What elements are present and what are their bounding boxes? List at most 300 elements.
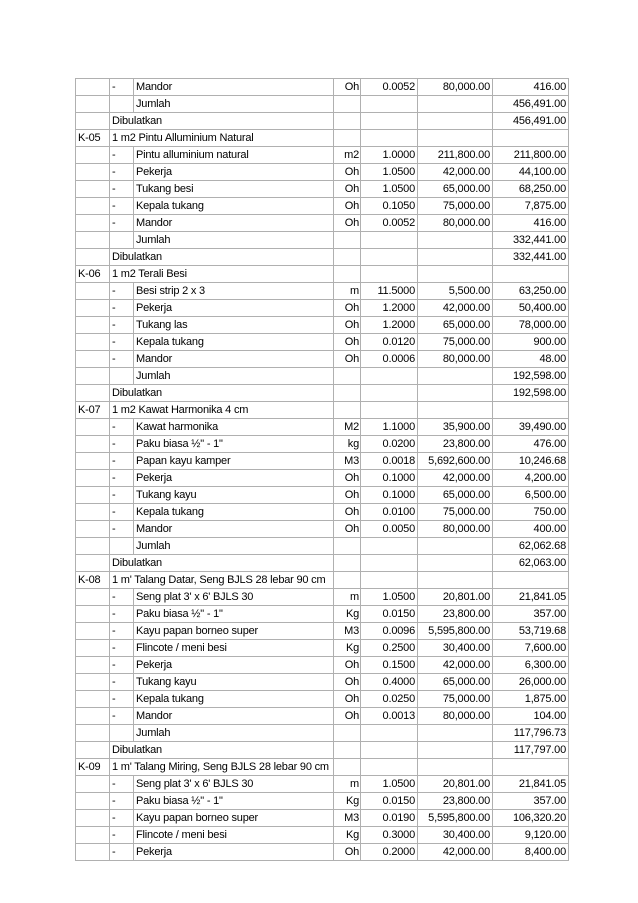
code-cell <box>76 198 110 215</box>
jumlah-label: Jumlah <box>134 538 334 555</box>
description-cell: Tukang las <box>134 317 334 334</box>
table-row-item <box>76 521 569 538</box>
dash-cell: - <box>110 606 134 623</box>
description-cell: Papan kayu kamper <box>134 453 334 470</box>
unit-price-cell <box>418 742 493 759</box>
total-price-cell: 21,841.05 <box>493 589 569 606</box>
code-cell <box>76 674 110 691</box>
unit-price-cell <box>418 130 493 147</box>
table-row-item <box>76 691 569 708</box>
coefficient-cell: 0.2000 <box>361 844 418 861</box>
table-row-item <box>76 198 569 215</box>
coefficient-cell: 0.0150 <box>361 606 418 623</box>
dash-cell: - <box>110 453 134 470</box>
total-price-cell: 7,600.00 <box>493 640 569 657</box>
jumlah-total: 332,441.00 <box>493 232 569 249</box>
table-row-item <box>76 419 569 436</box>
code-cell <box>76 844 110 861</box>
description-cell: Pekerja <box>134 844 334 861</box>
dibulatkan-label: Dibulatkan <box>110 249 334 266</box>
table-row-item <box>76 215 569 232</box>
dibulatkan-label: Dibulatkan <box>110 555 334 572</box>
unit-price-cell: 80,000.00 <box>418 708 493 725</box>
table-row-item <box>76 504 569 521</box>
table-row-item <box>76 606 569 623</box>
description-cell: Pekerja <box>134 164 334 181</box>
table-row-header <box>76 759 569 776</box>
table-row-dibulatkan <box>76 249 569 266</box>
coefficient-cell: 1.0000 <box>361 147 418 164</box>
unit-cell: Oh <box>334 181 361 198</box>
code-cell <box>76 470 110 487</box>
unit-price-cell <box>418 232 493 249</box>
description-cell: Seng plat 3' x 6' BJLS 30 <box>134 589 334 606</box>
dibulatkan-total: 332,441.00 <box>493 249 569 266</box>
total-price-cell: 1,875.00 <box>493 691 569 708</box>
unit-price-cell: 65,000.00 <box>418 674 493 691</box>
table-row-item <box>76 351 569 368</box>
description-cell: Paku biasa ½" - 1" <box>134 793 334 810</box>
coefficient-cell: 0.0190 <box>361 810 418 827</box>
coefficient-cell <box>361 402 418 419</box>
code-cell <box>76 351 110 368</box>
dash-cell: - <box>110 470 134 487</box>
description-cell: Kepala tukang <box>134 334 334 351</box>
unit-cell <box>334 742 361 759</box>
coefficient-cell <box>361 555 418 572</box>
code-cell <box>76 504 110 521</box>
code-cell <box>76 521 110 538</box>
coefficient-cell: 0.0052 <box>361 215 418 232</box>
code-cell <box>76 623 110 640</box>
unit-price-cell <box>418 266 493 283</box>
unit-cell: Oh <box>334 470 361 487</box>
unit-price-cell: 211,800.00 <box>418 147 493 164</box>
code-cell <box>76 334 110 351</box>
code-cell <box>76 300 110 317</box>
jumlah-label: Jumlah <box>134 232 334 249</box>
coefficient-cell <box>361 759 418 776</box>
table-row-item <box>76 283 569 300</box>
unit-cell <box>334 368 361 385</box>
unit-price-cell <box>418 759 493 776</box>
code-cell <box>76 640 110 657</box>
dibulatkan-total: 456,491.00 <box>493 113 569 130</box>
code-cell <box>76 164 110 181</box>
total-price-cell: 63,250.00 <box>493 283 569 300</box>
table-row-item <box>76 657 569 674</box>
jumlah-total: 62,062.68 <box>493 538 569 555</box>
description-cell: Kayu papan borneo super <box>134 810 334 827</box>
table-row-dibulatkan <box>76 385 569 402</box>
total-price-cell: 50,400.00 <box>493 300 569 317</box>
coefficient-cell: 0.3000 <box>361 827 418 844</box>
dash-cell: - <box>110 164 134 181</box>
table-row-item <box>76 674 569 691</box>
code-cell <box>76 742 110 759</box>
total-price-cell: 900.00 <box>493 334 569 351</box>
table-row-item <box>76 181 569 198</box>
code-cell <box>76 419 110 436</box>
table-row-dibulatkan <box>76 555 569 572</box>
unit-cell: Oh <box>334 691 361 708</box>
code-cell <box>76 776 110 793</box>
code-cell <box>76 555 110 572</box>
unit-price-cell: 75,000.00 <box>418 504 493 521</box>
dash-cell: - <box>110 351 134 368</box>
unit-price-cell <box>418 572 493 589</box>
table-row-jumlah <box>76 725 569 742</box>
table-row-item <box>76 827 569 844</box>
dibulatkan-total: 117,797.00 <box>493 742 569 759</box>
code-cell <box>76 317 110 334</box>
description-cell: Flincote / meni besi <box>134 640 334 657</box>
unit-price-cell: 23,800.00 <box>418 606 493 623</box>
code-cell <box>76 810 110 827</box>
total-price-cell: 21,841.05 <box>493 776 569 793</box>
coefficient-cell: 0.0200 <box>361 436 418 453</box>
unit-cell: Oh <box>334 300 361 317</box>
total-price-cell <box>493 759 569 776</box>
table-row-item <box>76 317 569 334</box>
table-row-jumlah <box>76 232 569 249</box>
unit-cell: m2 <box>334 147 361 164</box>
unit-cell: Oh <box>334 334 361 351</box>
dash-cell: - <box>110 147 134 164</box>
description-cell: Mandor <box>134 521 334 538</box>
dash-cell: - <box>110 215 134 232</box>
jumlah-label: Jumlah <box>134 96 334 113</box>
dash-cell: - <box>110 79 134 96</box>
code-cell <box>76 691 110 708</box>
coefficient-cell: 0.1000 <box>361 487 418 504</box>
code-cell <box>76 436 110 453</box>
unit-price-cell: 65,000.00 <box>418 487 493 504</box>
coefficient-cell: 0.0050 <box>361 521 418 538</box>
code-cell <box>76 725 110 742</box>
coefficient-cell: 0.0120 <box>361 334 418 351</box>
dash-cell <box>110 725 134 742</box>
unit-cell: M3 <box>334 623 361 640</box>
unit-cell: kg <box>334 436 361 453</box>
dash-cell: - <box>110 691 134 708</box>
total-price-cell: 400.00 <box>493 521 569 538</box>
dash-cell: - <box>110 317 134 334</box>
coefficient-cell <box>361 572 418 589</box>
unit-price-cell: 75,000.00 <box>418 691 493 708</box>
table-row-item <box>76 334 569 351</box>
dash-cell: - <box>110 181 134 198</box>
cost-analysis-table <box>75 78 569 861</box>
total-price-cell: 357.00 <box>493 606 569 623</box>
description-cell: Mandor <box>134 708 334 725</box>
dash-cell: - <box>110 623 134 640</box>
dash-cell: - <box>110 844 134 861</box>
dash-cell: - <box>110 793 134 810</box>
coefficient-cell <box>361 249 418 266</box>
unit-price-cell: 75,000.00 <box>418 334 493 351</box>
total-price-cell: 78,000.00 <box>493 317 569 334</box>
dash-cell: - <box>110 436 134 453</box>
dash-cell: - <box>110 419 134 436</box>
dash-cell: - <box>110 827 134 844</box>
dash-cell: - <box>110 283 134 300</box>
table-row-item <box>76 589 569 606</box>
dibulatkan-total: 62,063.00 <box>493 555 569 572</box>
unit-price-cell: 35,900.00 <box>418 419 493 436</box>
unit-price-cell <box>418 96 493 113</box>
unit-price-cell: 42,000.00 <box>418 300 493 317</box>
jumlah-total: 456,491.00 <box>493 96 569 113</box>
total-price-cell: 104.00 <box>493 708 569 725</box>
total-price-cell: 6,500.00 <box>493 487 569 504</box>
coefficient-cell: 1.1000 <box>361 419 418 436</box>
unit-cell: Oh <box>334 79 361 96</box>
total-price-cell: 7,875.00 <box>493 198 569 215</box>
unit-price-cell: 80,000.00 <box>418 79 493 96</box>
coefficient-cell: 1.0500 <box>361 776 418 793</box>
code-cell <box>76 453 110 470</box>
item-code-cell: K-08 <box>76 572 110 589</box>
table-row-dibulatkan <box>76 113 569 130</box>
table-row-jumlah <box>76 96 569 113</box>
coefficient-cell: 1.2000 <box>361 317 418 334</box>
unit-cell <box>334 385 361 402</box>
code-cell <box>76 283 110 300</box>
total-price-cell: 44,100.00 <box>493 164 569 181</box>
table-row-header <box>76 130 569 147</box>
table-row-item <box>76 793 569 810</box>
total-price-cell: 106,320.20 <box>493 810 569 827</box>
dash-cell <box>110 538 134 555</box>
unit-cell: m <box>334 589 361 606</box>
dash-cell: - <box>110 657 134 674</box>
dibulatkan-label: Dibulatkan <box>110 742 334 759</box>
item-code-cell: K-07 <box>76 402 110 419</box>
description-cell: Seng plat 3' x 6' BJLS 30 <box>134 776 334 793</box>
coefficient-cell <box>361 538 418 555</box>
code-cell <box>76 793 110 810</box>
table-row-item <box>76 708 569 725</box>
table-row-item <box>76 470 569 487</box>
unit-cell: Oh <box>334 351 361 368</box>
dash-cell: - <box>110 521 134 538</box>
total-price-cell: 416.00 <box>493 215 569 232</box>
unit-cell <box>334 725 361 742</box>
code-cell <box>76 368 110 385</box>
description-cell: Pekerja <box>134 657 334 674</box>
dibulatkan-label: Dibulatkan <box>110 385 334 402</box>
coefficient-cell: 1.2000 <box>361 300 418 317</box>
dash-cell: - <box>110 708 134 725</box>
table-row-item <box>76 844 569 861</box>
total-price-cell <box>493 572 569 589</box>
unit-price-cell: 5,595,800.00 <box>418 623 493 640</box>
item-code-cell: K-06 <box>76 266 110 283</box>
unit-cell: Oh <box>334 198 361 215</box>
total-price-cell: 26,000.00 <box>493 674 569 691</box>
coefficient-cell: 0.0052 <box>361 79 418 96</box>
unit-price-cell: 20,801.00 <box>418 776 493 793</box>
unit-price-cell <box>418 249 493 266</box>
unit-cell <box>334 96 361 113</box>
total-price-cell: 10,246.68 <box>493 453 569 470</box>
item-title-cell: 1 m' Talang Miring, Seng BJLS 28 lebar 90 cm <box>110 759 334 776</box>
unit-price-cell: 80,000.00 <box>418 215 493 232</box>
item-title-cell: 1 m2 Terali Besi <box>110 266 334 283</box>
unit-cell <box>334 249 361 266</box>
total-price-cell: 6,300.00 <box>493 657 569 674</box>
unit-cell: Kg <box>334 640 361 657</box>
unit-price-cell: 65,000.00 <box>418 317 493 334</box>
code-cell <box>76 487 110 504</box>
total-price-cell: 4,200.00 <box>493 470 569 487</box>
code-cell <box>76 538 110 555</box>
unit-cell: Oh <box>334 504 361 521</box>
total-price-cell: 416.00 <box>493 79 569 96</box>
coefficient-cell <box>361 130 418 147</box>
unit-cell: Oh <box>334 317 361 334</box>
coefficient-cell: 0.0013 <box>361 708 418 725</box>
table-row-item <box>76 436 569 453</box>
code-cell <box>76 657 110 674</box>
unit-cell: Kg <box>334 606 361 623</box>
total-price-cell: 750.00 <box>493 504 569 521</box>
coefficient-cell <box>361 742 418 759</box>
table-row-item <box>76 147 569 164</box>
table-row-item <box>76 300 569 317</box>
unit-cell <box>334 402 361 419</box>
code-cell <box>76 181 110 198</box>
dash-cell <box>110 368 134 385</box>
dash-cell: - <box>110 589 134 606</box>
table-row-dibulatkan <box>76 742 569 759</box>
dibulatkan-total: 192,598.00 <box>493 385 569 402</box>
item-title-cell: 1 m2 Pintu Alluminium Natural <box>110 130 334 147</box>
unit-price-cell <box>418 402 493 419</box>
coefficient-cell: 0.0100 <box>361 504 418 521</box>
coefficient-cell: 0.1050 <box>361 198 418 215</box>
table-row-jumlah <box>76 538 569 555</box>
total-price-cell: 53,719.68 <box>493 623 569 640</box>
unit-cell: Oh <box>334 674 361 691</box>
code-cell <box>76 589 110 606</box>
unit-price-cell: 80,000.00 <box>418 521 493 538</box>
unit-cell <box>334 232 361 249</box>
total-price-cell: 8,400.00 <box>493 844 569 861</box>
coefficient-cell <box>361 113 418 130</box>
unit-price-cell: 30,400.00 <box>418 640 493 657</box>
unit-price-cell: 65,000.00 <box>418 181 493 198</box>
description-cell: Pintu alluminium natural <box>134 147 334 164</box>
coefficient-cell <box>361 385 418 402</box>
unit-cell: Oh <box>334 708 361 725</box>
code-cell <box>76 606 110 623</box>
item-code-cell: K-05 <box>76 130 110 147</box>
unit-cell: M2 <box>334 419 361 436</box>
code-cell <box>76 215 110 232</box>
unit-price-cell: 23,800.00 <box>418 793 493 810</box>
table-row-item <box>76 453 569 470</box>
coefficient-cell <box>361 368 418 385</box>
unit-price-cell: 30,400.00 <box>418 827 493 844</box>
coefficient-cell: 1.0500 <box>361 164 418 181</box>
description-cell: Tukang besi <box>134 181 334 198</box>
dash-cell <box>110 232 134 249</box>
total-price-cell: 476.00 <box>493 436 569 453</box>
coefficient-cell: 0.0250 <box>361 691 418 708</box>
jumlah-total: 192,598.00 <box>493 368 569 385</box>
code-cell <box>76 113 110 130</box>
total-price-cell <box>493 130 569 147</box>
table-row-item <box>76 487 569 504</box>
unit-price-cell <box>418 368 493 385</box>
description-cell: Pekerja <box>134 470 334 487</box>
description-cell: Mandor <box>134 215 334 232</box>
coefficient-cell: 0.1000 <box>361 470 418 487</box>
dash-cell: - <box>110 674 134 691</box>
description-cell: Paku biasa ½" - 1" <box>134 436 334 453</box>
table-row-header <box>76 266 569 283</box>
table-row-item <box>76 810 569 827</box>
code-cell <box>76 385 110 402</box>
coefficient-cell: 0.2500 <box>361 640 418 657</box>
unit-cell: Kg <box>334 827 361 844</box>
unit-cell <box>334 572 361 589</box>
description-cell: Kepala tukang <box>134 504 334 521</box>
unit-price-cell: 20,801.00 <box>418 589 493 606</box>
unit-price-cell: 75,000.00 <box>418 198 493 215</box>
unit-price-cell <box>418 538 493 555</box>
coefficient-cell: 0.0006 <box>361 351 418 368</box>
total-price-cell: 357.00 <box>493 793 569 810</box>
unit-cell: Oh <box>334 844 361 861</box>
unit-price-cell: 42,000.00 <box>418 164 493 181</box>
unit-cell <box>334 113 361 130</box>
description-cell: Pekerja <box>134 300 334 317</box>
dash-cell: - <box>110 334 134 351</box>
table-row-item <box>76 164 569 181</box>
unit-cell: M3 <box>334 810 361 827</box>
unit-price-cell: 42,000.00 <box>418 470 493 487</box>
unit-cell <box>334 538 361 555</box>
table-row-header <box>76 572 569 589</box>
description-cell: Tukang kayu <box>134 487 334 504</box>
description-cell: Kepala tukang <box>134 691 334 708</box>
dibulatkan-label: Dibulatkan <box>110 113 334 130</box>
coefficient-cell <box>361 232 418 249</box>
total-price-cell: 39,490.00 <box>493 419 569 436</box>
total-price-cell: 211,800.00 <box>493 147 569 164</box>
dash-cell: - <box>110 504 134 521</box>
total-price-cell: 48.00 <box>493 351 569 368</box>
total-price-cell <box>493 266 569 283</box>
description-cell: Tukang kayu <box>134 674 334 691</box>
unit-price-cell <box>418 113 493 130</box>
unit-cell: Oh <box>334 657 361 674</box>
unit-price-cell: 5,500.00 <box>418 283 493 300</box>
unit-cell: Oh <box>334 215 361 232</box>
description-cell: Kayu papan borneo super <box>134 623 334 640</box>
table-row-header <box>76 402 569 419</box>
coefficient-cell: 1.0500 <box>361 589 418 606</box>
unit-price-cell: 42,000.00 <box>418 657 493 674</box>
dash-cell <box>110 96 134 113</box>
dash-cell: - <box>110 810 134 827</box>
unit-price-cell <box>418 555 493 572</box>
unit-price-cell: 42,000.00 <box>418 844 493 861</box>
coefficient-cell <box>361 96 418 113</box>
